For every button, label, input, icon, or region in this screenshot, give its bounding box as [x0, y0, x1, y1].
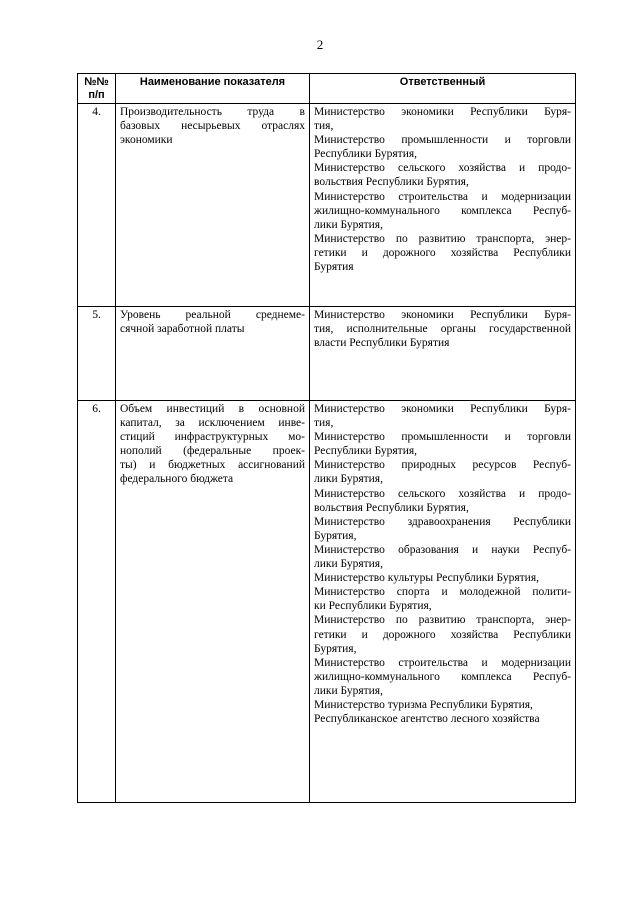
indicator-name-line: экономики [120, 134, 173, 147]
responsible-line: Министерство сельского хозяйства и продо- [314, 487, 571, 500]
header-responsible: Ответственный [310, 74, 576, 104]
table-row [78, 104, 576, 307]
indicator-name-line: сячной заработной платы [120, 323, 245, 336]
header-number-line1: №№ [84, 76, 109, 88]
responsible-line: Министерство строительства и модернизации [314, 656, 571, 669]
header-number [78, 74, 116, 104]
indicator-name-line: капитал, за исключением инве- [120, 417, 305, 430]
responsible-line: Министерство туризма Республики Бурятия, [314, 698, 533, 711]
indicator-name-line: стиций инфраструктурных мо- [120, 431, 305, 444]
indicator-name [116, 401, 310, 803]
responsible-line: гетики и дорожного хозяйства Республики [314, 246, 571, 259]
responsible-line: лики Бурятия, [314, 473, 383, 486]
responsible-line: лики Бурятия, [314, 684, 383, 697]
responsible-line: власти Республики Бурятия [314, 337, 450, 350]
responsible-line: Бурятия, [314, 642, 357, 655]
responsible-line: Министерство промышленности и торговли [314, 134, 571, 147]
responsible-line: Министерство строительства и модернизации [314, 190, 571, 203]
responsible-line: Министерство промышленности и торговли [314, 431, 571, 444]
responsible-line: Министерство спорта и молодежной полити- [314, 586, 571, 599]
responsible-line: тия, исполнительные органы государственной [314, 323, 571, 336]
indicator-name [116, 307, 310, 401]
responsible-line: жилищно-коммунального комплекса Респуб- [314, 670, 571, 683]
responsible-line: Министерство экономики Республики Буря- [314, 309, 571, 321]
responsible-line: Республики Бурятия, [314, 445, 418, 458]
responsible-line: Министерство культуры Республики Бурятия, [314, 572, 539, 585]
responsible-line: Республики Бурятия, [314, 148, 418, 161]
responsible-line: ки Республики Бурятия, [314, 600, 432, 613]
indicator-name-line: ты) и бюджетных ассигнований [120, 459, 305, 472]
responsible-line: лики Бурятия, [314, 218, 383, 231]
responsible-line: вольствия Республики Бурятия, [314, 501, 469, 514]
responsible-line: тия, [314, 120, 334, 133]
page-number: 2 [316, 37, 324, 52]
table-row [78, 401, 576, 803]
indicator-name [116, 104, 310, 307]
indicator-name-line: Производительность труда в [120, 106, 305, 118]
header-number-line2: п/п [88, 89, 105, 101]
responsible-line: Министерство образования и науки Респуб- [314, 543, 571, 556]
responsible-line: гетики и дорожного хозяйства Республики [314, 628, 571, 641]
responsible-line: Республиканское агентство лесного хозяйства [314, 713, 540, 726]
responsible-line: Министерство экономики Республики Буря- [314, 106, 571, 118]
responsible-line: Министерство здравоохранения Республики [314, 515, 571, 528]
responsible-list [310, 307, 576, 401]
responsible-line: Министерство экономики Республики Буря- [314, 403, 571, 415]
responsible-line: жилищно-коммунального комплекса Респуб- [314, 204, 571, 217]
responsible-line: Бурятия [314, 261, 354, 274]
table-row [78, 307, 576, 401]
responsible-line: Министерство по развитию транспорта, энер- [314, 614, 571, 627]
indicator-name-line: Уровень реальной среднеме- [120, 309, 305, 321]
responsible-line: Бурятия, [314, 529, 357, 542]
responsible-line: Министерство по развитию транспорта, энер- [314, 232, 571, 245]
table-header-row [78, 74, 576, 104]
row-number: 5. [78, 307, 116, 401]
indicator-name-line: федерального бюджета [120, 473, 234, 486]
indicator-name-line: нополий (федеральные проек- [120, 445, 305, 458]
responsible-list [310, 401, 576, 803]
responsible-line: вольствия Республики Бурятия, [314, 176, 469, 189]
row-number: 4. [78, 104, 116, 307]
header-indicator-name: Наименование показателя [116, 74, 310, 104]
indicator-name-line: базовых несырьевых отраслях [120, 120, 305, 133]
responsible-list [310, 104, 576, 307]
indicators-table [77, 73, 576, 803]
indicator-name-line: Объем инвестиций в основной [120, 403, 305, 415]
responsible-line: лики Бурятия, [314, 558, 383, 571]
responsible-line: Министерство природных ресурсов Респуб- [314, 459, 571, 472]
responsible-line: тия, [314, 417, 334, 430]
row-number: 6. [78, 401, 116, 803]
responsible-line: Министерство сельского хозяйства и продо- [314, 162, 571, 175]
